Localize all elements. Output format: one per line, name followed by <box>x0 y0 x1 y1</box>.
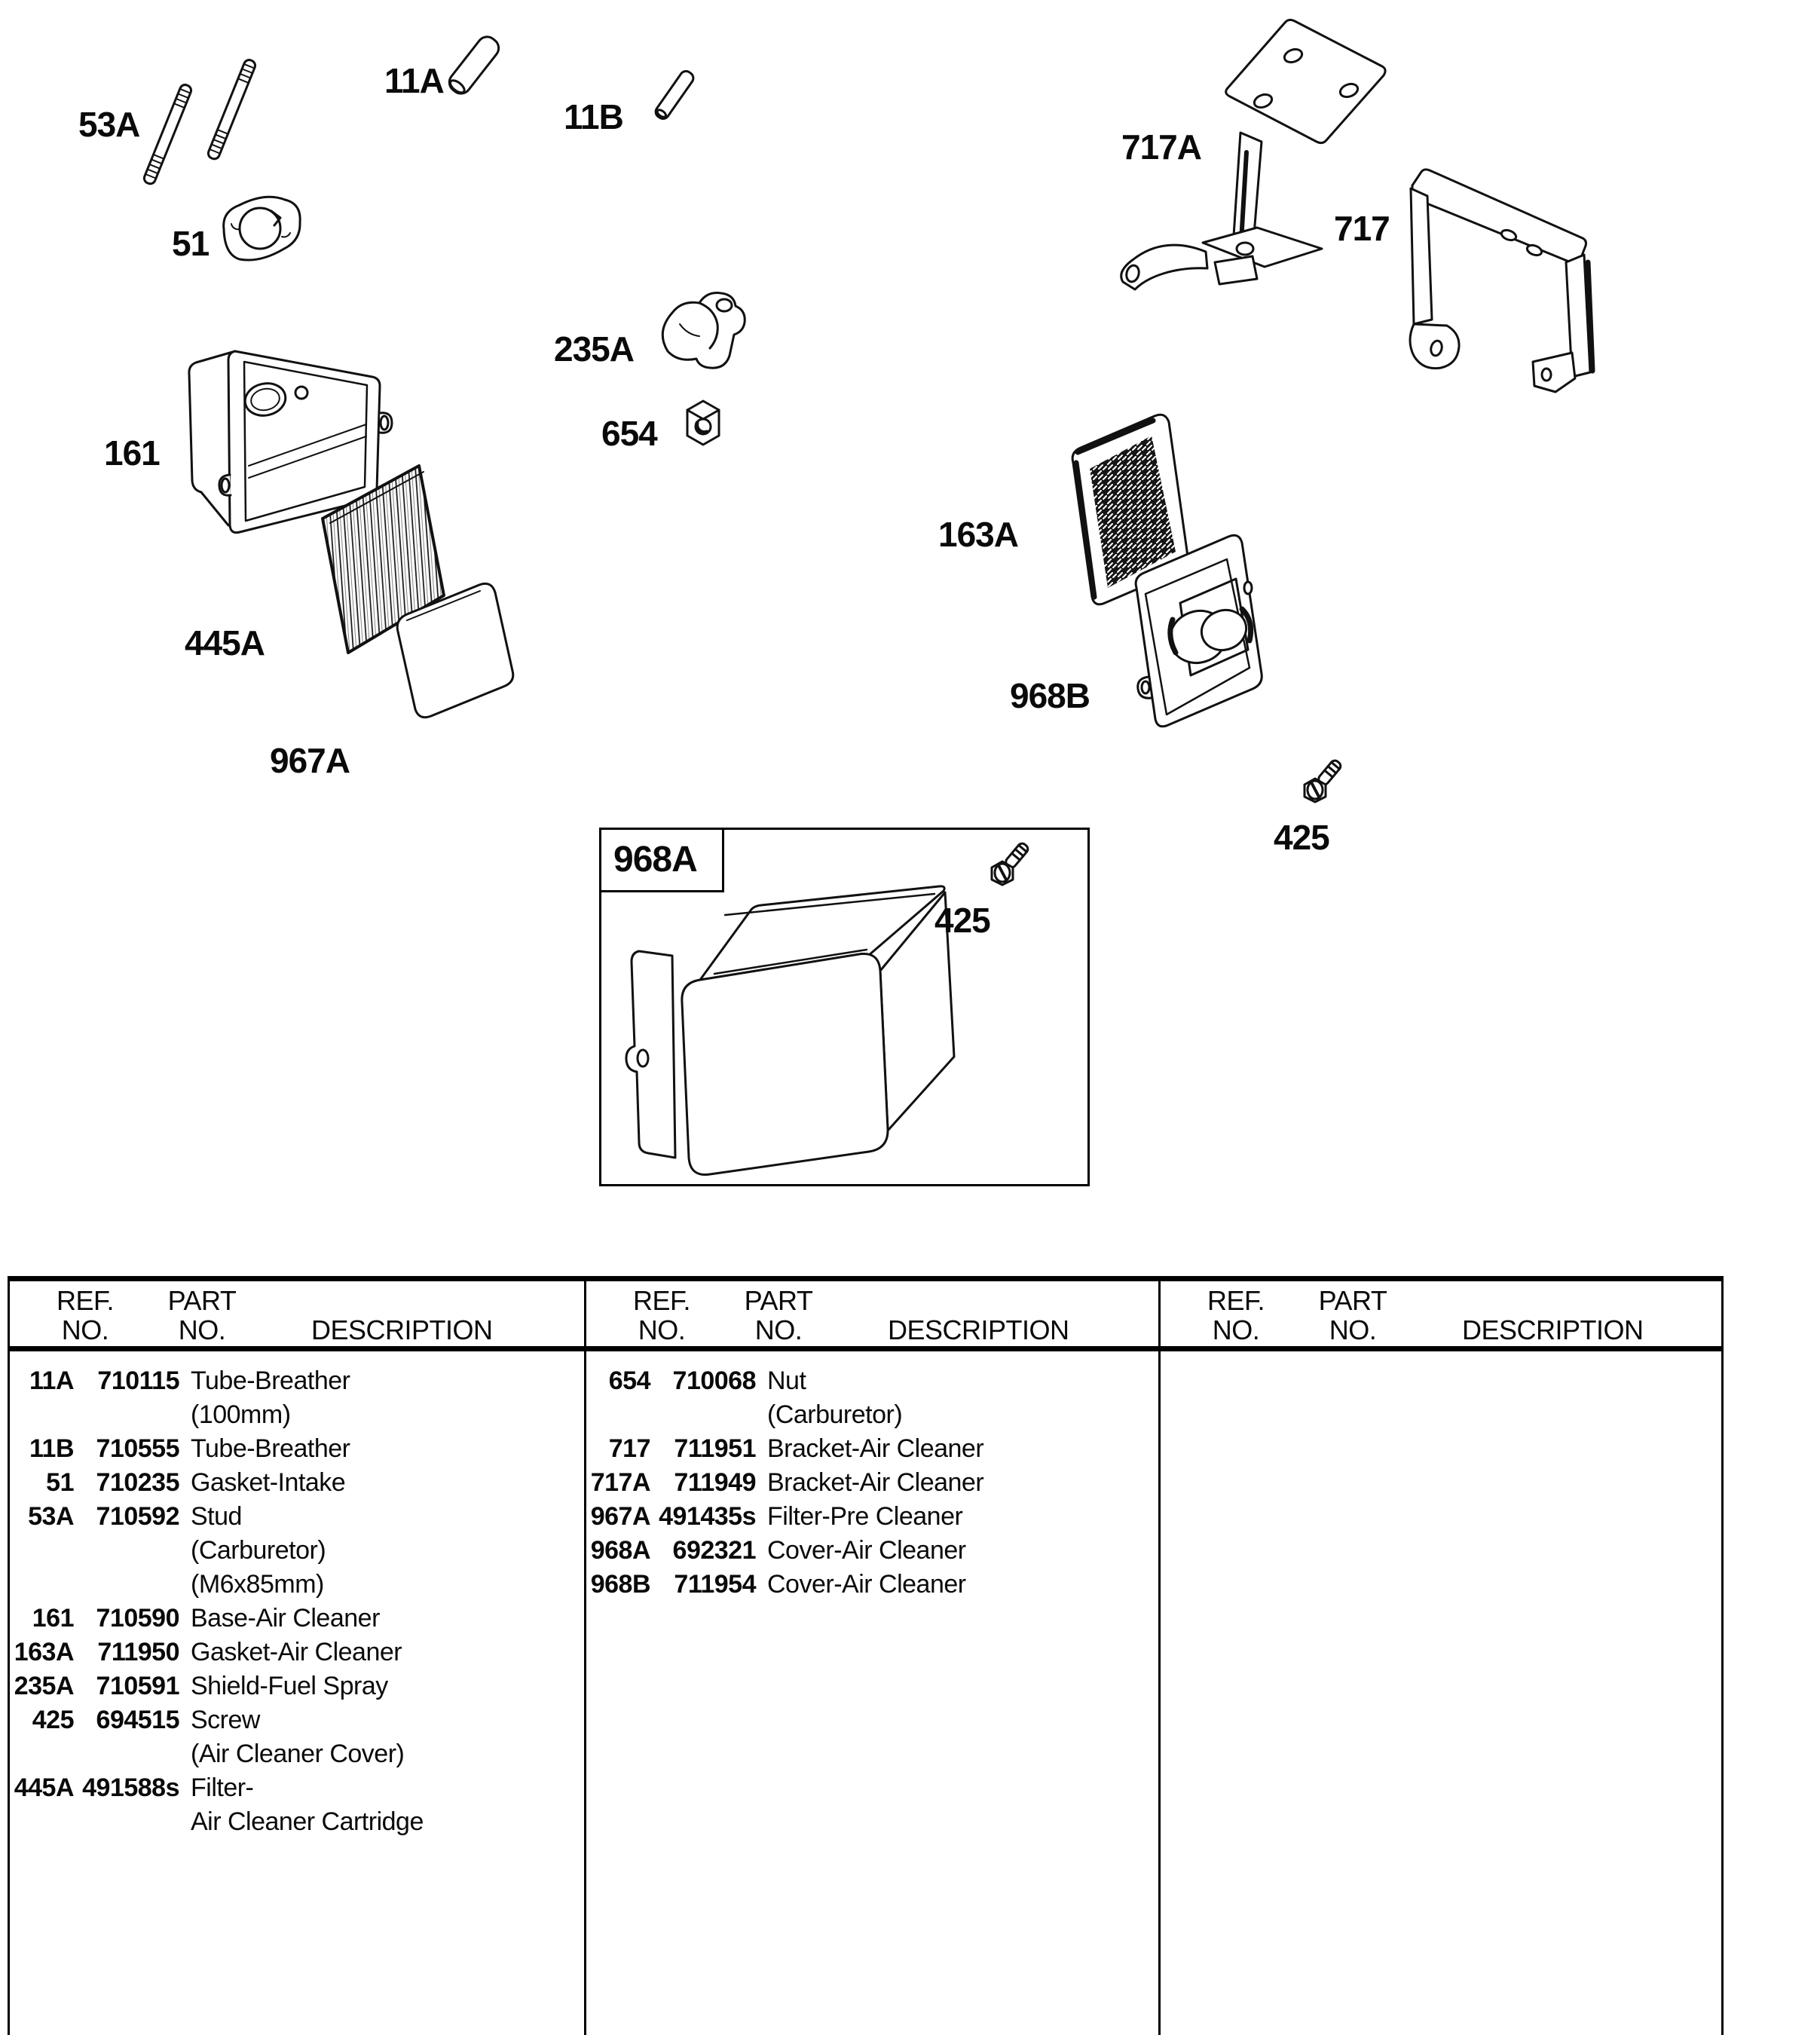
callout-53a: 53A <box>78 105 140 144</box>
table-row <box>10 1807 584 1841</box>
callout-445a: 445A <box>185 623 265 663</box>
description-cell: Filter- <box>191 1773 254 1802</box>
callout-11b: 11B <box>564 97 623 136</box>
description-cell: Cover-Air Cleaner <box>767 1570 966 1599</box>
description-cell: Shield-Fuel Spray <box>191 1672 388 1700</box>
table-border-right <box>1721 1276 1724 2035</box>
description-cell: Tube-Breather <box>191 1434 350 1463</box>
table-top-rule <box>8 1276 1724 1281</box>
table-row <box>10 1468 584 1502</box>
table-row <box>10 1706 584 1740</box>
description-header: DESCRIPTION <box>311 1314 493 1345</box>
table-column-3 <box>1161 1281 1721 2035</box>
ref-no-cell: 968A <box>590 1536 650 1565</box>
table-header <box>1161 1281 1721 1346</box>
table-row <box>586 1468 1158 1502</box>
ref-no-cell: 967A <box>590 1502 650 1531</box>
callout-968a: 968A <box>613 840 697 880</box>
table-row <box>586 1366 1158 1400</box>
ref-no-cell: 968B <box>590 1570 650 1599</box>
description-cell: Tube-Breather <box>191 1366 350 1395</box>
description-cell: Bracket-Air Cleaner <box>767 1468 984 1497</box>
callout-235a: 235A <box>554 329 634 369</box>
description-cell: Gasket-Air Cleaner <box>191 1638 402 1666</box>
ref-no-header: REF. NO. <box>1207 1285 1265 1345</box>
part-968a-cover <box>626 886 954 1175</box>
part-654-nut <box>687 401 719 445</box>
part-no-cell: 711949 <box>674 1468 756 1497</box>
description-cell: Air Cleaner Cartridge <box>191 1807 424 1836</box>
callout-163a: 163A <box>938 515 1018 554</box>
description-cell: (Air Cleaner Cover) <box>191 1740 405 1768</box>
part-11a-tube <box>445 33 503 98</box>
description-cell: Cover-Air Cleaner <box>767 1536 966 1565</box>
ref-no-cell: 717 <box>608 1434 650 1463</box>
table-row <box>10 1672 584 1706</box>
part-no-cell: 710068 <box>672 1366 756 1395</box>
part-no-cell: 710592 <box>96 1502 179 1531</box>
table-row <box>10 1366 584 1400</box>
ref-no-cell: 235A <box>14 1672 74 1700</box>
part-no-cell: 710115 <box>97 1366 179 1395</box>
description-cell: (100mm) <box>191 1400 291 1429</box>
callout-161: 161 <box>104 433 160 473</box>
description-cell: Bracket-Air Cleaner <box>767 1434 984 1463</box>
ref-no-cell: 53A <box>28 1502 74 1531</box>
description-cell: Nut <box>767 1366 806 1395</box>
table-body <box>10 1366 584 1841</box>
ref-no-cell: 161 <box>32 1604 74 1633</box>
description-cell: Screw <box>191 1706 260 1734</box>
part-51-gasket <box>224 197 301 260</box>
part-235a-shield <box>662 293 745 369</box>
part-717-bracket <box>1410 170 1592 392</box>
part-no-cell: 491588s <box>82 1773 179 1802</box>
table-row <box>586 1400 1158 1434</box>
ref-no-cell: 717A <box>590 1468 650 1497</box>
description-header: DESCRIPTION <box>1462 1314 1644 1345</box>
part-no-cell: 711954 <box>674 1570 756 1599</box>
part-no-cell: 694515 <box>96 1706 179 1734</box>
table-row <box>10 1740 584 1773</box>
callout-51: 51 <box>172 224 210 263</box>
table-row <box>10 1570 584 1604</box>
table-row <box>10 1773 584 1807</box>
table-row <box>10 1502 584 1536</box>
table-row <box>10 1400 584 1434</box>
part-425-screw-right <box>1305 759 1342 802</box>
description-cell: Filter-Pre Cleaner <box>767 1502 963 1531</box>
part-53a-studs <box>142 58 256 185</box>
ref-no-header: REF. NO. <box>632 1285 690 1345</box>
description-cell: Stud <box>191 1502 242 1531</box>
table-row <box>10 1604 584 1638</box>
description-cell: Base-Air Cleaner <box>191 1604 380 1633</box>
description-header: DESCRIPTION <box>888 1314 1069 1345</box>
table-row <box>586 1434 1158 1468</box>
part-no-cell: 491435s <box>659 1502 756 1531</box>
ref-no-cell: 163A <box>14 1638 74 1666</box>
table-row <box>10 1638 584 1672</box>
description-cell: (Carburetor) <box>191 1536 326 1565</box>
part-no-cell: 692321 <box>672 1536 756 1565</box>
ref-no-cell: 11A <box>29 1366 74 1395</box>
part-no-cell: 710555 <box>96 1434 179 1463</box>
callout-717: 717 <box>1334 209 1390 248</box>
callout-967a: 967A <box>270 741 350 780</box>
part-no-header: PART NO. <box>167 1285 237 1345</box>
ref-no-cell: 51 <box>46 1468 74 1497</box>
callout-968b: 968B <box>1010 676 1090 715</box>
ref-no-header: REF. NO. <box>56 1285 114 1345</box>
table-column-1 <box>10 1281 584 2035</box>
description-cell: Gasket-Intake <box>191 1468 346 1497</box>
callout-425-bottom: 425 <box>934 901 990 940</box>
callout-654: 654 <box>601 414 657 453</box>
description-cell: (Carburetor) <box>767 1400 903 1429</box>
callout-425-right: 425 <box>1274 818 1329 857</box>
table-row <box>10 1536 584 1570</box>
part-11b-tube <box>653 69 696 121</box>
part-no-cell: 710235 <box>96 1468 179 1497</box>
description-cell: (M6x85mm) <box>191 1570 324 1599</box>
ref-no-cell: 654 <box>608 1366 650 1395</box>
table-column-2 <box>586 1281 1158 2035</box>
ref-no-cell: 445A <box>14 1773 74 1802</box>
table-header <box>586 1281 1158 1346</box>
callout-717a: 717A <box>1121 127 1201 167</box>
part-no-cell: 711950 <box>97 1638 179 1666</box>
part-no-cell: 710590 <box>96 1604 179 1633</box>
ref-no-cell: 11B <box>29 1434 74 1463</box>
part-no-cell: 710591 <box>96 1672 179 1700</box>
table-header <box>10 1281 584 1346</box>
part-no-header: PART NO. <box>744 1285 813 1345</box>
table-body <box>586 1366 1158 1604</box>
part-425-screw-bottom <box>992 842 1029 885</box>
part-no-header: PART NO. <box>1318 1285 1387 1345</box>
table-row <box>586 1536 1158 1570</box>
callout-11a: 11A <box>384 61 444 100</box>
table-row <box>586 1502 1158 1536</box>
ref-no-cell: 425 <box>32 1706 74 1734</box>
table-row <box>586 1570 1158 1604</box>
part-no-cell: 711951 <box>674 1434 756 1463</box>
table-row <box>10 1434 584 1468</box>
